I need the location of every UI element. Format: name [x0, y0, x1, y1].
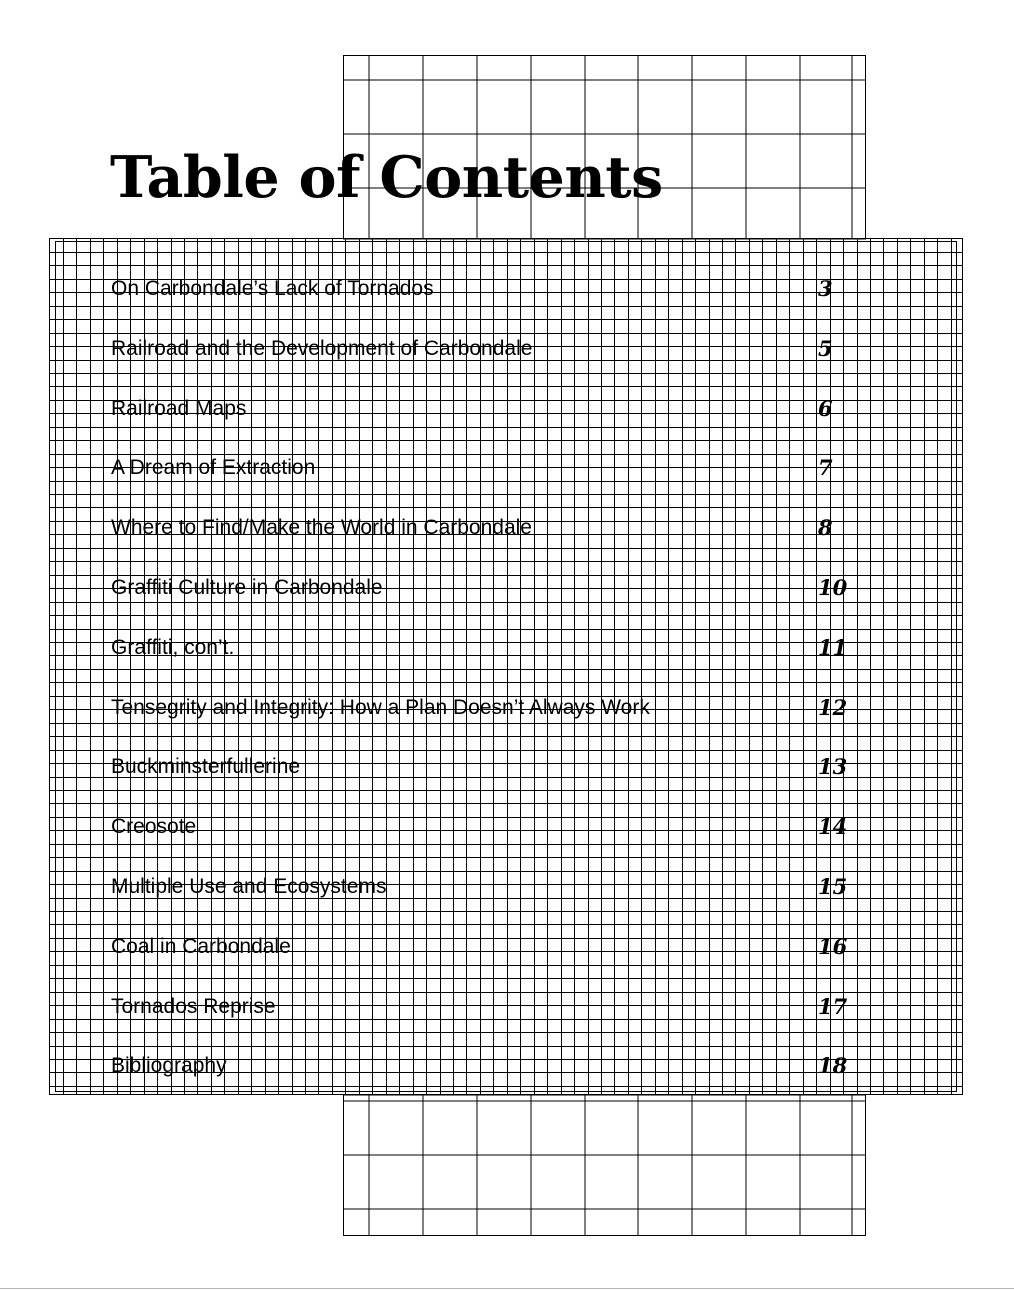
- toc-entry[interactable]: [111, 394, 871, 424]
- toc-entry[interactable]: [111, 633, 871, 663]
- toc-entry-title: Tensegrity and Integrity: How a Plan Doesn’t Always Work: [111, 696, 650, 719]
- toc-entry-page-number: 6: [818, 396, 833, 421]
- toc-entry-page-number: 5: [818, 336, 833, 361]
- toc-entry[interactable]: [111, 752, 871, 782]
- toc-entry-page-number: 12: [818, 695, 848, 720]
- toc-entry-title: Graffiti Culture in Carbondale: [111, 576, 383, 599]
- toc-entry[interactable]: [111, 513, 871, 543]
- page-title: Table of Contents: [110, 144, 663, 211]
- toc-entry-title: Railroad and the Development of Carbondale: [111, 337, 533, 360]
- toc-entry-title: Multiple Use and Ecosystems: [111, 875, 387, 898]
- toc-entry-page-number: 3: [818, 276, 833, 301]
- toc-entry-page-number: 13: [818, 754, 848, 779]
- toc-entry-title: Where to Find/Make the World in Carbondale: [111, 516, 532, 539]
- toc-entry-page-number: 15: [818, 874, 848, 899]
- toc-entry-page-number: 10: [818, 575, 848, 600]
- toc-entry-page-number: 16: [818, 934, 848, 959]
- toc-entry[interactable]: [111, 872, 871, 902]
- page-bottom-divider: [0, 1288, 1014, 1289]
- toc-entry[interactable]: [111, 1051, 871, 1081]
- toc-entry[interactable]: [111, 932, 871, 962]
- toc-entry-title: Graffiti, con’t.: [111, 636, 235, 659]
- toc-entry-page-number: 8: [818, 515, 833, 540]
- toc-entry-page-number: 7: [818, 455, 833, 480]
- toc-entry[interactable]: [111, 992, 871, 1022]
- toc-entry[interactable]: [111, 812, 871, 842]
- toc-entry-title: Tornados Reprise: [111, 995, 276, 1018]
- toc-entry[interactable]: [111, 453, 871, 483]
- toc-entry-page-number: 14: [818, 814, 848, 839]
- toc-entry-title: Railroad Maps: [111, 397, 247, 420]
- toc-entry[interactable]: [111, 334, 871, 364]
- toc-entry[interactable]: [111, 573, 871, 603]
- toc-entry-page-number: 11: [818, 635, 848, 660]
- toc-entry-title: Bibliography: [111, 1054, 227, 1077]
- toc-entry-title: A Dream of Extraction: [111, 456, 316, 479]
- toc-entry-page-number: 18: [818, 1053, 848, 1078]
- toc-entry-title: On Carbondale’s Lack of Tornados: [111, 277, 434, 300]
- toc-entry-title: Creosote: [111, 815, 197, 838]
- toc-entry[interactable]: [111, 274, 871, 304]
- toc-entry[interactable]: [111, 693, 871, 723]
- toc-entry-page-number: 17: [818, 994, 848, 1019]
- toc-entry-title: Buckminsterfullerine: [111, 755, 301, 778]
- toc-entry-title: Coal in Carbondale: [111, 935, 291, 958]
